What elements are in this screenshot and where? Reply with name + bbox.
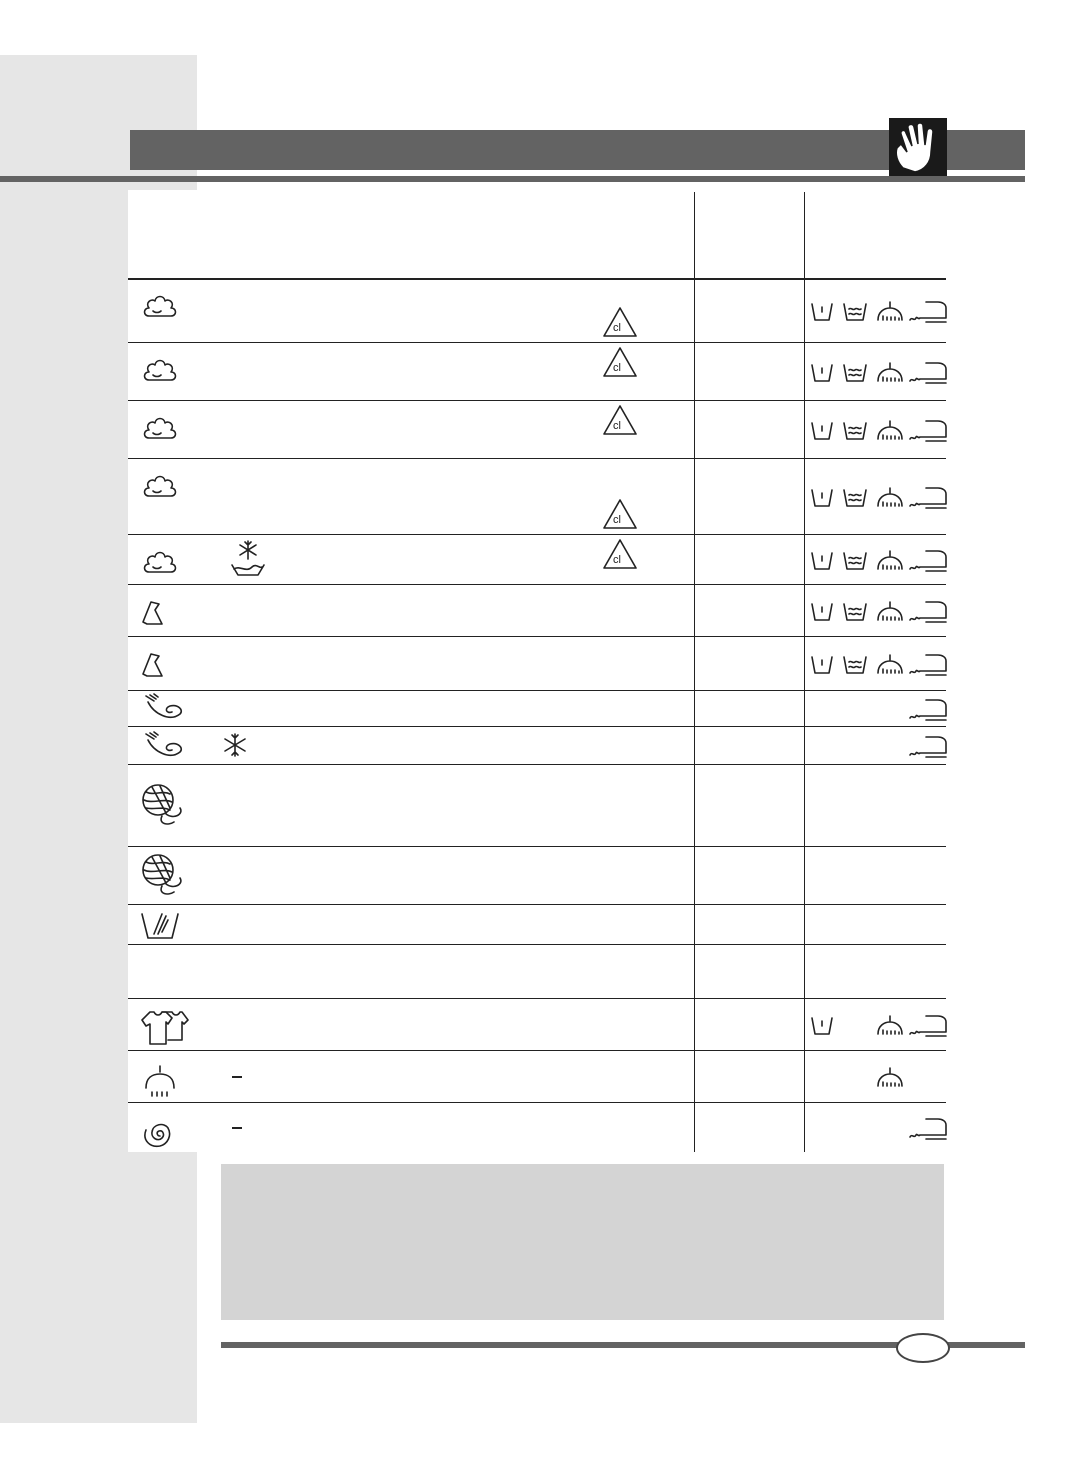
spin-icon	[140, 1114, 180, 1150]
hand-wash-tub-icon	[140, 908, 180, 942]
wash-tub-icon	[810, 601, 834, 623]
snowflake-eco-icon	[228, 539, 268, 579]
iron-icon	[908, 361, 948, 385]
iron-icon	[908, 419, 948, 443]
iron-icon	[908, 1117, 948, 1141]
note-box	[221, 1164, 944, 1320]
shirts-icon	[140, 1010, 190, 1048]
delicate-icon	[140, 692, 186, 724]
svg-text:cl: cl	[613, 514, 621, 526]
table-rule	[694, 192, 695, 1152]
table-rule	[128, 998, 946, 999]
tumble-dry-icon	[874, 486, 906, 510]
hand-wash-icon	[889, 118, 947, 176]
wash-tub-icon	[810, 362, 834, 384]
table-rule	[128, 534, 946, 535]
header-rule	[0, 176, 1025, 182]
synthetic-icon	[140, 598, 166, 628]
wash-wave-icon	[842, 601, 868, 623]
tumble-dry-icon	[874, 300, 906, 324]
wash-tub-icon	[810, 654, 834, 676]
wash-tub-icon	[810, 1015, 834, 1037]
cotton-icon	[140, 472, 174, 502]
wash-wave-icon	[842, 654, 868, 676]
table-rule	[128, 278, 946, 280]
snowflake-icon	[222, 732, 248, 758]
chlorine-bleach-icon	[602, 498, 638, 530]
iron-icon	[908, 300, 948, 324]
table-rule	[128, 1102, 946, 1103]
iron-icon	[908, 698, 948, 722]
svg-text:cl: cl	[613, 322, 621, 334]
iron-icon	[908, 600, 948, 624]
dash-icon	[232, 1127, 242, 1129]
svg-text:cl: cl	[613, 420, 621, 432]
table-rule	[128, 690, 946, 691]
wash-tub-icon	[810, 301, 834, 323]
table-rule	[128, 636, 946, 637]
tumble-dry-icon	[874, 1014, 906, 1038]
cotton-icon	[140, 548, 174, 578]
wash-tub-icon	[810, 550, 834, 572]
table-rule	[128, 944, 946, 945]
wash-tub-icon	[810, 487, 834, 509]
wash-wave-icon	[842, 487, 868, 509]
dash-icon	[232, 1076, 242, 1078]
synthetic-icon	[140, 650, 166, 680]
wash-wave-icon	[842, 420, 868, 442]
svg-text:cl: cl	[613, 554, 621, 566]
tumble-dry-icon	[874, 549, 906, 573]
wool-icon	[140, 850, 186, 900]
wash-wave-icon	[842, 362, 868, 384]
chlorine-bleach-icon	[602, 306, 638, 338]
cotton-icon	[140, 356, 174, 386]
table-rule	[128, 458, 946, 459]
tumble-dry-icon	[874, 361, 906, 385]
table-rule	[128, 1050, 946, 1051]
table-rule	[128, 764, 946, 765]
cotton-icon	[140, 292, 174, 322]
table-rule	[804, 192, 805, 1152]
table-rule	[128, 584, 946, 585]
table-rule	[128, 342, 946, 343]
page-number-badge	[896, 1333, 950, 1363]
tumble-dry-icon	[874, 653, 906, 677]
wool-icon	[140, 780, 186, 830]
cotton-icon	[140, 414, 174, 444]
iron-icon	[908, 1014, 948, 1038]
wash-wave-icon	[842, 550, 868, 572]
rinse-icon	[140, 1064, 180, 1100]
iron-icon	[908, 549, 948, 573]
wash-wave-icon	[842, 301, 868, 323]
table-rule	[128, 726, 946, 727]
tumble-dry-icon	[874, 1066, 906, 1090]
table-rule	[128, 846, 946, 847]
tumble-dry-icon	[874, 419, 906, 443]
svg-text:cl: cl	[613, 362, 621, 374]
table-rule	[128, 400, 946, 401]
iron-icon	[908, 735, 948, 759]
chlorine-bleach-icon	[602, 538, 638, 570]
iron-icon	[908, 486, 948, 510]
tumble-dry-icon	[874, 600, 906, 624]
table-rule	[128, 904, 946, 905]
delicate-icon	[140, 730, 186, 762]
chlorine-bleach-icon	[602, 346, 638, 378]
chlorine-bleach-icon	[602, 404, 638, 436]
iron-icon	[908, 653, 948, 677]
wash-tub-icon	[810, 420, 834, 442]
